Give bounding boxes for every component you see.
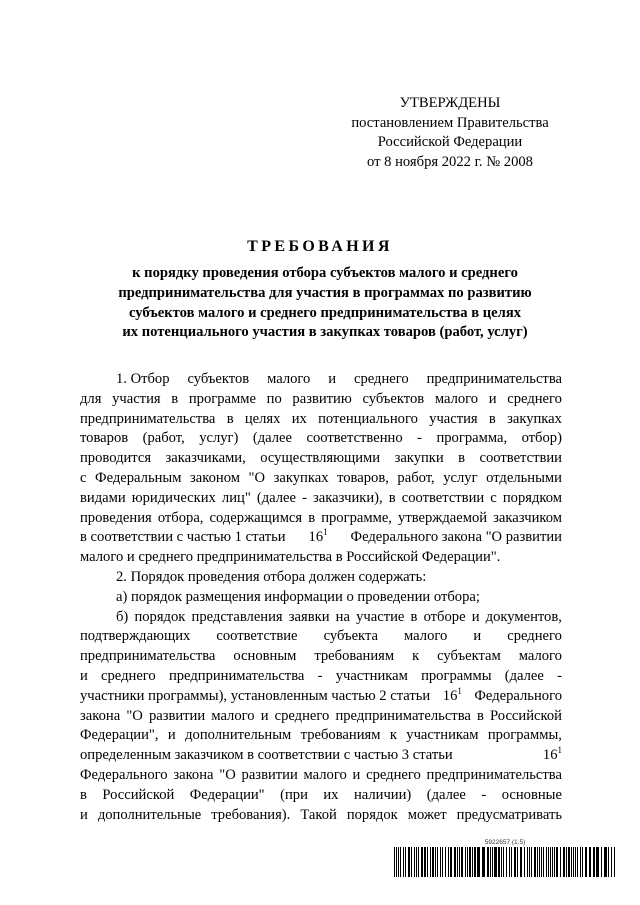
word: среднего: [507, 390, 562, 407]
body-line: [80, 509, 562, 529]
word: закона: [173, 766, 214, 783]
word: для: [80, 390, 102, 407]
word: (работ,: [142, 430, 185, 447]
word: в: [458, 450, 466, 467]
word: работ,: [397, 469, 435, 486]
word: (при: [280, 786, 308, 803]
word: соответствии: [401, 489, 485, 506]
word: и: [352, 766, 361, 783]
body-line: [80, 746, 562, 766]
word: малого: [303, 766, 347, 783]
word: с: [490, 489, 497, 506]
word: малого: [518, 648, 562, 665]
article-superscript: 1: [457, 685, 462, 696]
word: "О: [126, 707, 143, 724]
body-line: [80, 786, 562, 806]
word: отбор): [521, 430, 562, 447]
word: среднего: [274, 707, 330, 724]
word: в: [171, 390, 179, 407]
word: -: [481, 786, 487, 803]
word: в: [388, 489, 396, 506]
body-line: [80, 370, 562, 390]
word: осуществляющими: [260, 450, 381, 467]
word: в: [80, 786, 87, 803]
word: их: [323, 786, 339, 803]
word: (далее: [256, 489, 297, 506]
word: программы,: [487, 727, 562, 744]
word: развитии: [148, 707, 206, 724]
word: и: [473, 628, 482, 645]
approval-line: Российской Федерации: [377, 134, 523, 150]
word: заказчики),: [313, 489, 383, 506]
word: программе,: [321, 509, 392, 526]
word: участникам: [335, 667, 408, 684]
word: (далее: [504, 667, 544, 684]
word: предпринимательства: [80, 648, 216, 665]
word: предпринимательства: [168, 667, 305, 684]
word: закона: [80, 707, 121, 724]
word: Российской: [490, 707, 562, 724]
word: б): [116, 608, 129, 625]
word: соответствие: [216, 628, 298, 645]
word: на: [335, 608, 350, 625]
body-line: [80, 806, 562, 826]
subtitle-line: предпринимательства для участия в программах по развитию: [118, 284, 532, 301]
word: программе: [188, 390, 256, 407]
word: представления: [191, 608, 283, 625]
word: "О: [219, 766, 236, 783]
body-line: [80, 627, 562, 647]
word: предпринимательства: [80, 410, 216, 427]
word: "О: [248, 469, 266, 486]
word: и: [80, 806, 88, 823]
word: в: [488, 410, 496, 427]
word: субъекта: [323, 628, 378, 645]
article-number: 16: [442, 687, 458, 704]
word: услуг: [443, 469, 478, 486]
word: субъектов: [362, 390, 425, 407]
body-line: [80, 667, 562, 687]
word: участия: [429, 410, 478, 427]
word: Федерации": [189, 786, 265, 803]
word: к: [412, 648, 420, 665]
word: -: [302, 489, 307, 506]
body-line: [80, 766, 562, 786]
word: требования).: [211, 806, 291, 823]
word: -: [557, 667, 562, 684]
word: услуг): [199, 430, 239, 447]
word: отдельными: [486, 469, 562, 486]
body-line: [80, 410, 562, 430]
article-ref: [543, 746, 562, 766]
word: проведения: [80, 509, 152, 526]
word: субъектов: [187, 371, 250, 387]
word: закупках: [273, 469, 329, 486]
word: предусматривать: [456, 806, 562, 823]
word: отборе: [423, 608, 466, 625]
word: основные: [501, 786, 562, 803]
word: подтверждающих: [80, 628, 191, 645]
word: Федерального: [80, 766, 168, 783]
barcode-number: 5922657 (1.5): [484, 839, 526, 846]
body-line: [80, 489, 562, 509]
word: заказчиками,: [165, 450, 246, 467]
article-ref: [443, 687, 462, 707]
body-line: [80, 449, 562, 469]
word: закупках: [507, 410, 562, 427]
document-title: ТРЕБОВАНИЯ: [247, 238, 393, 255]
article-superscript: 1: [323, 527, 328, 538]
article-superscript: 1: [557, 745, 562, 756]
word: -: [417, 430, 422, 447]
word: закупки: [394, 450, 444, 467]
word: может: [407, 806, 447, 823]
article-number: 16: [308, 529, 324, 546]
article-ref: [309, 528, 328, 548]
word: целях: [244, 410, 281, 427]
word: товаров: [80, 430, 129, 447]
word: требованиям: [300, 727, 381, 744]
approval-line: УТВЕРЖДЕНЫ: [399, 95, 501, 111]
word: заказчиком: [493, 509, 562, 526]
body-line: [80, 469, 562, 489]
body-line: а) порядок размещения информации о проведении отбора;: [116, 588, 480, 605]
word: -: [317, 667, 323, 684]
word-group: в соответствии с частью 1 статьи: [80, 529, 286, 546]
word: среднего: [366, 766, 421, 783]
barcode-block: [394, 838, 616, 877]
word-group: Федерального закона "О развитии: [350, 529, 562, 546]
body-line: [80, 647, 562, 667]
word: по: [266, 390, 282, 407]
body-line: [80, 707, 562, 727]
word: развитию: [292, 390, 352, 407]
word: заявки: [288, 608, 330, 625]
word: предпринимательства: [335, 707, 471, 724]
word: порядок: [134, 608, 186, 625]
word: малого: [404, 628, 448, 645]
word: законом: [190, 469, 240, 486]
approval-block: [330, 94, 570, 172]
word: субъектам: [437, 648, 501, 665]
word: среднего: [353, 371, 409, 387]
word-group: определенным заказчиком в соответствии с частью 3 статьи: [80, 747, 453, 764]
word: отбора,: [157, 509, 204, 526]
word-group: участники программы), установленным частью 2 статьи: [80, 687, 431, 704]
body-line: [80, 687, 562, 707]
approval-line: постановлением Правительства: [351, 114, 549, 131]
body-line: 2. Порядок проведения отбора должен содержать:: [116, 568, 427, 585]
word: и: [167, 727, 176, 744]
word: (далее: [252, 430, 292, 447]
word: программы: [421, 667, 492, 684]
article-number: 16: [542, 747, 558, 764]
body-line: [80, 390, 562, 410]
body-line: [80, 429, 562, 449]
word: к: [389, 727, 397, 744]
word: Федерации",: [80, 727, 159, 744]
subtitle-line: их потенциального участия в закупках товаров (работ, услуг): [122, 324, 528, 341]
word: юридических: [131, 489, 216, 506]
document-subtitle: [60, 264, 590, 343]
word: 1. Отбор: [116, 371, 170, 387]
word: порядком: [502, 489, 562, 506]
word: малого: [211, 707, 255, 724]
word-group: Федерального: [474, 687, 562, 704]
word: малого: [434, 390, 479, 407]
word: среднего: [507, 628, 562, 645]
word: в: [226, 410, 234, 427]
word: товаров,: [337, 469, 389, 486]
body-line: малого и среднего предпринимательства в Российской Федерации".: [80, 549, 501, 566]
word: лиц": [221, 489, 251, 506]
word: содержащимся: [209, 509, 303, 526]
word: в: [410, 608, 418, 625]
body-line: [80, 726, 562, 746]
subtitle-line: субъектов малого и среднего предпринимательства в целях: [128, 304, 522, 321]
subtitle-line: к порядку проведения отбора субъектов малого и среднего: [132, 265, 518, 281]
word: требованиям: [314, 648, 395, 665]
word: участия: [112, 390, 161, 407]
word: Федеральным: [95, 469, 182, 486]
word: и: [260, 707, 269, 724]
word: предпринимательства: [426, 371, 562, 387]
approval-line: от 8 ноября 2022 г. № 2008: [367, 153, 533, 170]
word: потенциального: [318, 410, 418, 427]
word: и: [471, 608, 480, 625]
word: с: [80, 469, 87, 486]
word: в: [308, 509, 316, 526]
word: соответствии: [479, 450, 562, 467]
barcode: [394, 847, 616, 877]
word: и: [328, 371, 337, 387]
word: малого: [267, 371, 311, 387]
word: участникам: [406, 727, 479, 744]
word: порядок: [346, 806, 398, 823]
word: соответственно: [306, 430, 403, 447]
word: (далее: [426, 786, 466, 803]
word: предпринимательства: [426, 766, 562, 783]
word: Такой: [300, 806, 337, 823]
word: программа,: [436, 430, 508, 447]
word: среднего: [101, 667, 156, 684]
word: в: [477, 707, 484, 724]
word: документов,: [485, 608, 562, 625]
word: дополнительным: [185, 727, 292, 744]
word: участие: [356, 608, 405, 625]
word: наличии): [353, 786, 412, 803]
word: их: [291, 410, 307, 427]
body-line: [80, 608, 562, 628]
word: развитии: [241, 766, 298, 783]
body-line: [80, 528, 562, 548]
word: проводится: [80, 450, 152, 467]
word: утверждаемой: [398, 509, 488, 526]
word: дополнительные: [97, 806, 202, 823]
word: основным: [233, 648, 297, 665]
word: видами: [80, 489, 126, 506]
word: и: [488, 390, 497, 407]
word: и: [80, 667, 88, 684]
word: Российской: [102, 786, 175, 803]
document-body: [80, 370, 562, 825]
